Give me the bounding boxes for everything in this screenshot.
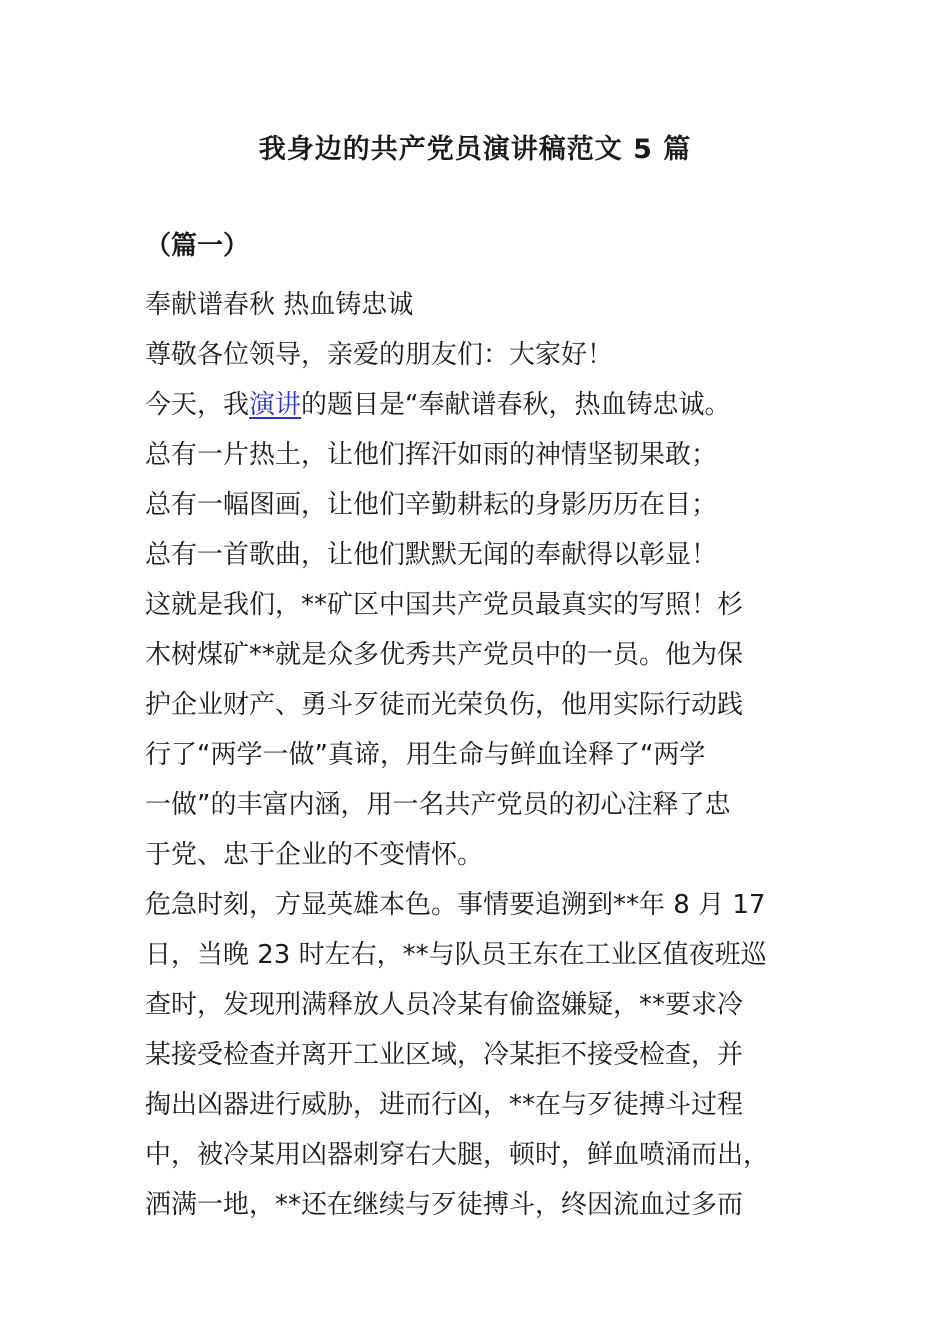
paragraph-line: 危急时刻，方显英雄本色。事情要追溯到**年 8 月 17 — [145, 890, 766, 920]
document-title: 我身边的共产党员演讲稿范文 5 篇 — [258, 134, 692, 165]
paragraph-line: 木树煤矿**就是众多优秀共产党员中的一员。他为保 — [145, 640, 744, 670]
paragraph-line: 总有一首歌曲，让他们默默无闻的奉献得以彰显！ — [145, 540, 718, 570]
speech-title-line: 奉献谱春秋 热血铸忠诚 — [145, 290, 414, 320]
paragraph-line: 于党、忠于企业的不变情怀。 — [145, 840, 484, 870]
paragraph-line: 行了“两学一做”真谛，用生命与鲜血诠释了“两学 — [145, 740, 706, 770]
paragraph-line: 这就是我们，**矿区中国共产党员最真实的写照！杉 — [145, 590, 744, 620]
section-heading: （篇一） — [145, 231, 250, 261]
paragraph-line: 总有一片热土，让他们挥汗如雨的神情坚韧果敢； — [145, 440, 718, 470]
greeting-line: 尊敬各位领导，亲爱的朋友们：大家好！ — [145, 340, 614, 370]
paragraph-line: 一做”的丰富内涵，用一名共产党员的初心注释了忠 — [145, 790, 731, 820]
speech-link[interactable]: 演讲 — [249, 390, 302, 420]
document-body — [145, 280, 815, 1230]
paragraph-line: 掏出凶器进行威胁，进而行凶，**在与歹徒搏斗过程 — [145, 1090, 744, 1120]
paragraph-line: 护企业财产、勇斗歹徒而光荣负伤，他用实际行动践 — [145, 690, 744, 720]
paragraph-line: 洒满一地，**还在继续与歹徒搏斗，终因流血过多而 — [145, 1190, 744, 1220]
paragraph-line: 查时，发现刑满释放人员冷某有偷盗嫌疑，**要求冷 — [145, 990, 744, 1020]
paragraph-line: 中，被冷某用凶器刺穿右大腿，顿时，鲜血喷涌而出， — [145, 1140, 770, 1170]
paragraph-line: 日，当晚 23 时左右，**与队员王东在工业区值夜班巡 — [145, 940, 767, 970]
paragraph-line: 总有一幅图画，让他们辛勤耕耘的身影历历在目； — [145, 490, 718, 520]
topic-line-end: 的题目是“奉献谱春秋，热血铸忠诚。 — [301, 390, 731, 420]
paragraph-line: 某接受检查并离开工业区域，冷某拒不接受检查，并 — [145, 1040, 744, 1070]
topic-line-start: 今天，我 — [145, 390, 250, 420]
topic-line — [145, 380, 815, 430]
